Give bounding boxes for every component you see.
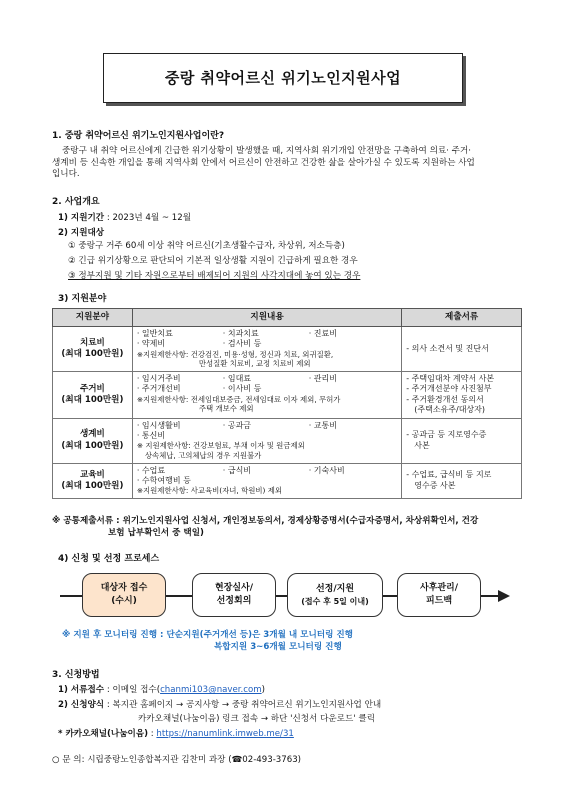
- doc-item: - 주택임대차 계약서 사본: [406, 374, 495, 384]
- cell-category: [53, 372, 133, 419]
- cell-docs: [402, 418, 522, 463]
- section-overview-heading: 2. 사업개요: [52, 197, 100, 207]
- content-item: · 기숙사비: [308, 465, 345, 475]
- content-item: · 약제비: [136, 339, 166, 349]
- content-item: · 이사비 등: [222, 384, 262, 394]
- category-limit: (최대 100만원): [61, 440, 124, 451]
- content-item: · 일반치료: [136, 329, 173, 338]
- category-name: 치료비: [79, 337, 105, 348]
- step-line: (수시): [111, 596, 137, 606]
- restriction-note-cont: 주택 개보수 제외: [198, 404, 254, 414]
- th-field: 지원분야: [53, 309, 133, 327]
- section-overview: [52, 196, 522, 282]
- category-name: 주거비: [79, 383, 105, 394]
- kakao-channel-link[interactable]: https://nanumlink.imweb.me/31: [156, 728, 294, 739]
- process-heading: 4) 신청 및 선정 프로세스: [58, 554, 160, 564]
- support-period-label: 1) 지원기간: [58, 213, 105, 224]
- content-item: · 치과치료: [222, 329, 259, 338]
- arrow-right-icon: [498, 590, 510, 602]
- table-row: [53, 327, 522, 372]
- support-fields-table: [52, 308, 522, 499]
- kakao-channel-label: * 카카오채널(나눔이음): [58, 728, 149, 739]
- content-item: · 통신비: [136, 430, 166, 440]
- kakao-channel: [58, 729, 522, 741]
- apply-docs-label: 1) 서류접수: [58, 685, 105, 696]
- support-period-value: : 2023년 4월 ~ 12월: [104, 213, 192, 224]
- content-item: · 수학여행비 등: [136, 476, 191, 486]
- doc-item: - 의사 소견서 및 진단서: [406, 343, 489, 353]
- cell-docs: [402, 463, 522, 498]
- section-intro-heading: 1. 중랑 취약어르신 위기노인지원사업이란?: [52, 131, 225, 141]
- target-item-3: ③ 정부지원 및 기타 자원으로부터 배제되어 지원의 사각지대에 놓여 있는 경우: [68, 270, 361, 281]
- step-line: 피드백: [425, 596, 453, 606]
- common-docs: [52, 516, 522, 539]
- cell-docs: [402, 372, 522, 419]
- cell-content: [132, 327, 401, 372]
- doc-item: (주택소유주/대상자): [414, 405, 486, 415]
- apply-heading: 3. 신청방법: [52, 670, 100, 680]
- restriction-note: ※지원제한사항: 전세임대보증금, 전세임대료 이자 제외, 무허가: [136, 394, 341, 404]
- section-intro: [52, 130, 522, 181]
- th-content: 지원내용: [132, 309, 401, 327]
- restriction-note: ※ 지원제한사항: 건강보험료, 부채 이자 및 원금제외: [136, 441, 305, 451]
- apply-form: [58, 700, 522, 712]
- kakao-channel-prefix: :: [148, 728, 157, 739]
- page-title-box: [103, 53, 463, 103]
- doc-item: - 주거환경개선 동의서: [406, 394, 484, 404]
- step-line: (접수 후 5일 이내): [301, 596, 369, 606]
- cell-category: [53, 327, 133, 372]
- doc-item: 사본: [414, 440, 430, 450]
- common-docs-line-2: 보험 납부확인서 중 택일): [108, 527, 204, 538]
- apply-docs-suffix: ): [261, 685, 265, 696]
- step-line: 선정/지원: [315, 583, 355, 594]
- content-item: · 교통비: [308, 420, 337, 430]
- support-fields-heading: 3) 지원분야: [58, 294, 107, 304]
- apply-docs: [58, 685, 522, 697]
- step-line: 대상자 접수: [100, 582, 148, 593]
- doc-item: - 주거개선분야 사진첨부: [406, 384, 492, 394]
- restriction-note: ※지원제한사항: 건강검진, 미용·성형, 정신과 치료, 외귀질환,: [136, 349, 334, 359]
- category-limit: (최대 100만원): [61, 394, 124, 405]
- restriction-note-cont: 상속체납, 고의체납의 경우 지원불가: [144, 451, 262, 460]
- cell-category: [53, 463, 133, 498]
- table-row: [53, 463, 522, 498]
- cell-content: [132, 418, 401, 463]
- content-item: · 임대료: [222, 374, 252, 384]
- contact-info: ○ 문 의: 시립중랑노인종합복지관 김찬미 과장 (☎02-493-3763): [52, 754, 302, 765]
- restriction-note: ※지원제한사항: 사교육비(자녀, 학원비) 제외: [136, 486, 283, 496]
- monitoring-notice: [62, 630, 522, 653]
- content-item: · 관리비: [308, 374, 337, 384]
- content-item: · 수업료: [136, 465, 166, 475]
- process-step-4: [397, 573, 481, 617]
- cell-docs: [402, 327, 522, 372]
- cell-category: [53, 418, 133, 463]
- step-line: 현장실사/: [214, 582, 254, 593]
- section-apply: [52, 669, 522, 766]
- intro-line-2: 생계비 등 신속한 개입을 통해 지역사회 안에서 어르신이 안전하고 건강한 삶을 살아가실 수 있도록 지원하는 사업: [52, 157, 475, 168]
- support-period: [58, 213, 522, 225]
- table-row: [53, 418, 522, 463]
- process-flow: [52, 568, 522, 624]
- doc-item: - 공과금 등 지로영수증: [406, 430, 487, 440]
- email-link[interactable]: chanmi103@naver.com: [160, 685, 262, 696]
- content-item: · 공과금: [222, 420, 252, 430]
- intro-line-3: 입니다.: [52, 169, 80, 180]
- content-item: · 검사비 등: [222, 339, 262, 349]
- target-item-2: ② 긴급 위기상황으로 판단되어 기본적 일상생활 지원이 긴급하게 필요한 경우: [68, 255, 358, 266]
- doc-item: 영수증 사본: [414, 480, 456, 490]
- target-item-1: ① 중랑구 거주 60세 이상 취약 어르신(기초생활수급자, 차상위, 저소득층): [68, 241, 345, 252]
- table-row: [53, 372, 522, 419]
- category-limit: (최대 100만원): [61, 349, 124, 360]
- process-step-2: [192, 573, 276, 617]
- common-docs-line-1: ※ 공통제출서류 : 위기노인지원사업 신청서, 개인정보동의서, 경제상황증명서(수급자증명서, 차상위확인서, 건강: [52, 516, 479, 526]
- category-name: 교육비: [79, 469, 105, 480]
- content-item: · 진료비: [308, 329, 337, 338]
- content-item: · 주거개선비: [136, 384, 181, 394]
- page-title: 중랑 취약어르신 위기노인지원사업: [164, 68, 402, 87]
- apply-docs-prefix: : 이메일 접수(: [104, 685, 161, 696]
- th-docs: 제출서류: [402, 309, 522, 327]
- step-line: 사후관리/: [419, 582, 459, 593]
- doc-item: - 수업료, 급식비 등 지로: [406, 470, 492, 480]
- content-item: · 임시생활비: [136, 420, 181, 430]
- cell-content: [132, 463, 401, 498]
- monitoring-notice-1: ※ 지원 후 모니터링 진행 : 단순지원(주거개선 등)은 3개월 내 모니터링 진행: [62, 630, 353, 640]
- restriction-note-cont: 만성질환 치료비, 교정 치료비 제외: [198, 359, 311, 369]
- monitoring-notice-2: 복합지원 3~6개월 모니터링 진행: [214, 641, 342, 652]
- category-name: 생계비: [79, 429, 105, 440]
- process-step-1: [82, 573, 166, 617]
- process-step-3: [287, 573, 383, 617]
- content-item: · 급식비: [222, 465, 252, 475]
- apply-form-label: 2) 신청양식: [58, 699, 105, 710]
- step-line: 선정회의: [216, 596, 252, 606]
- intro-line-1: 중랑구 내 취약 어르신에게 긴급한 위기상황이 발생했을 때, 지역사회 위기개입 안전망을 구축하여 의료· 주거·: [62, 146, 471, 157]
- category-limit: (최대 100만원): [61, 480, 124, 491]
- support-target-label: 2) 지원대상: [58, 227, 105, 238]
- cell-content: [132, 372, 401, 419]
- content-item: · 임시거주비: [136, 374, 181, 384]
- apply-form-kakao: 카카오채널(나눔이음) 링크 접속 → 하단 '신청서 다운로드' 클릭: [138, 714, 375, 725]
- apply-form-value: : 복지관 홈페이지 → 공지사항 → 중랑 취약어르신 위기노인지원사업 안내: [104, 699, 382, 710]
